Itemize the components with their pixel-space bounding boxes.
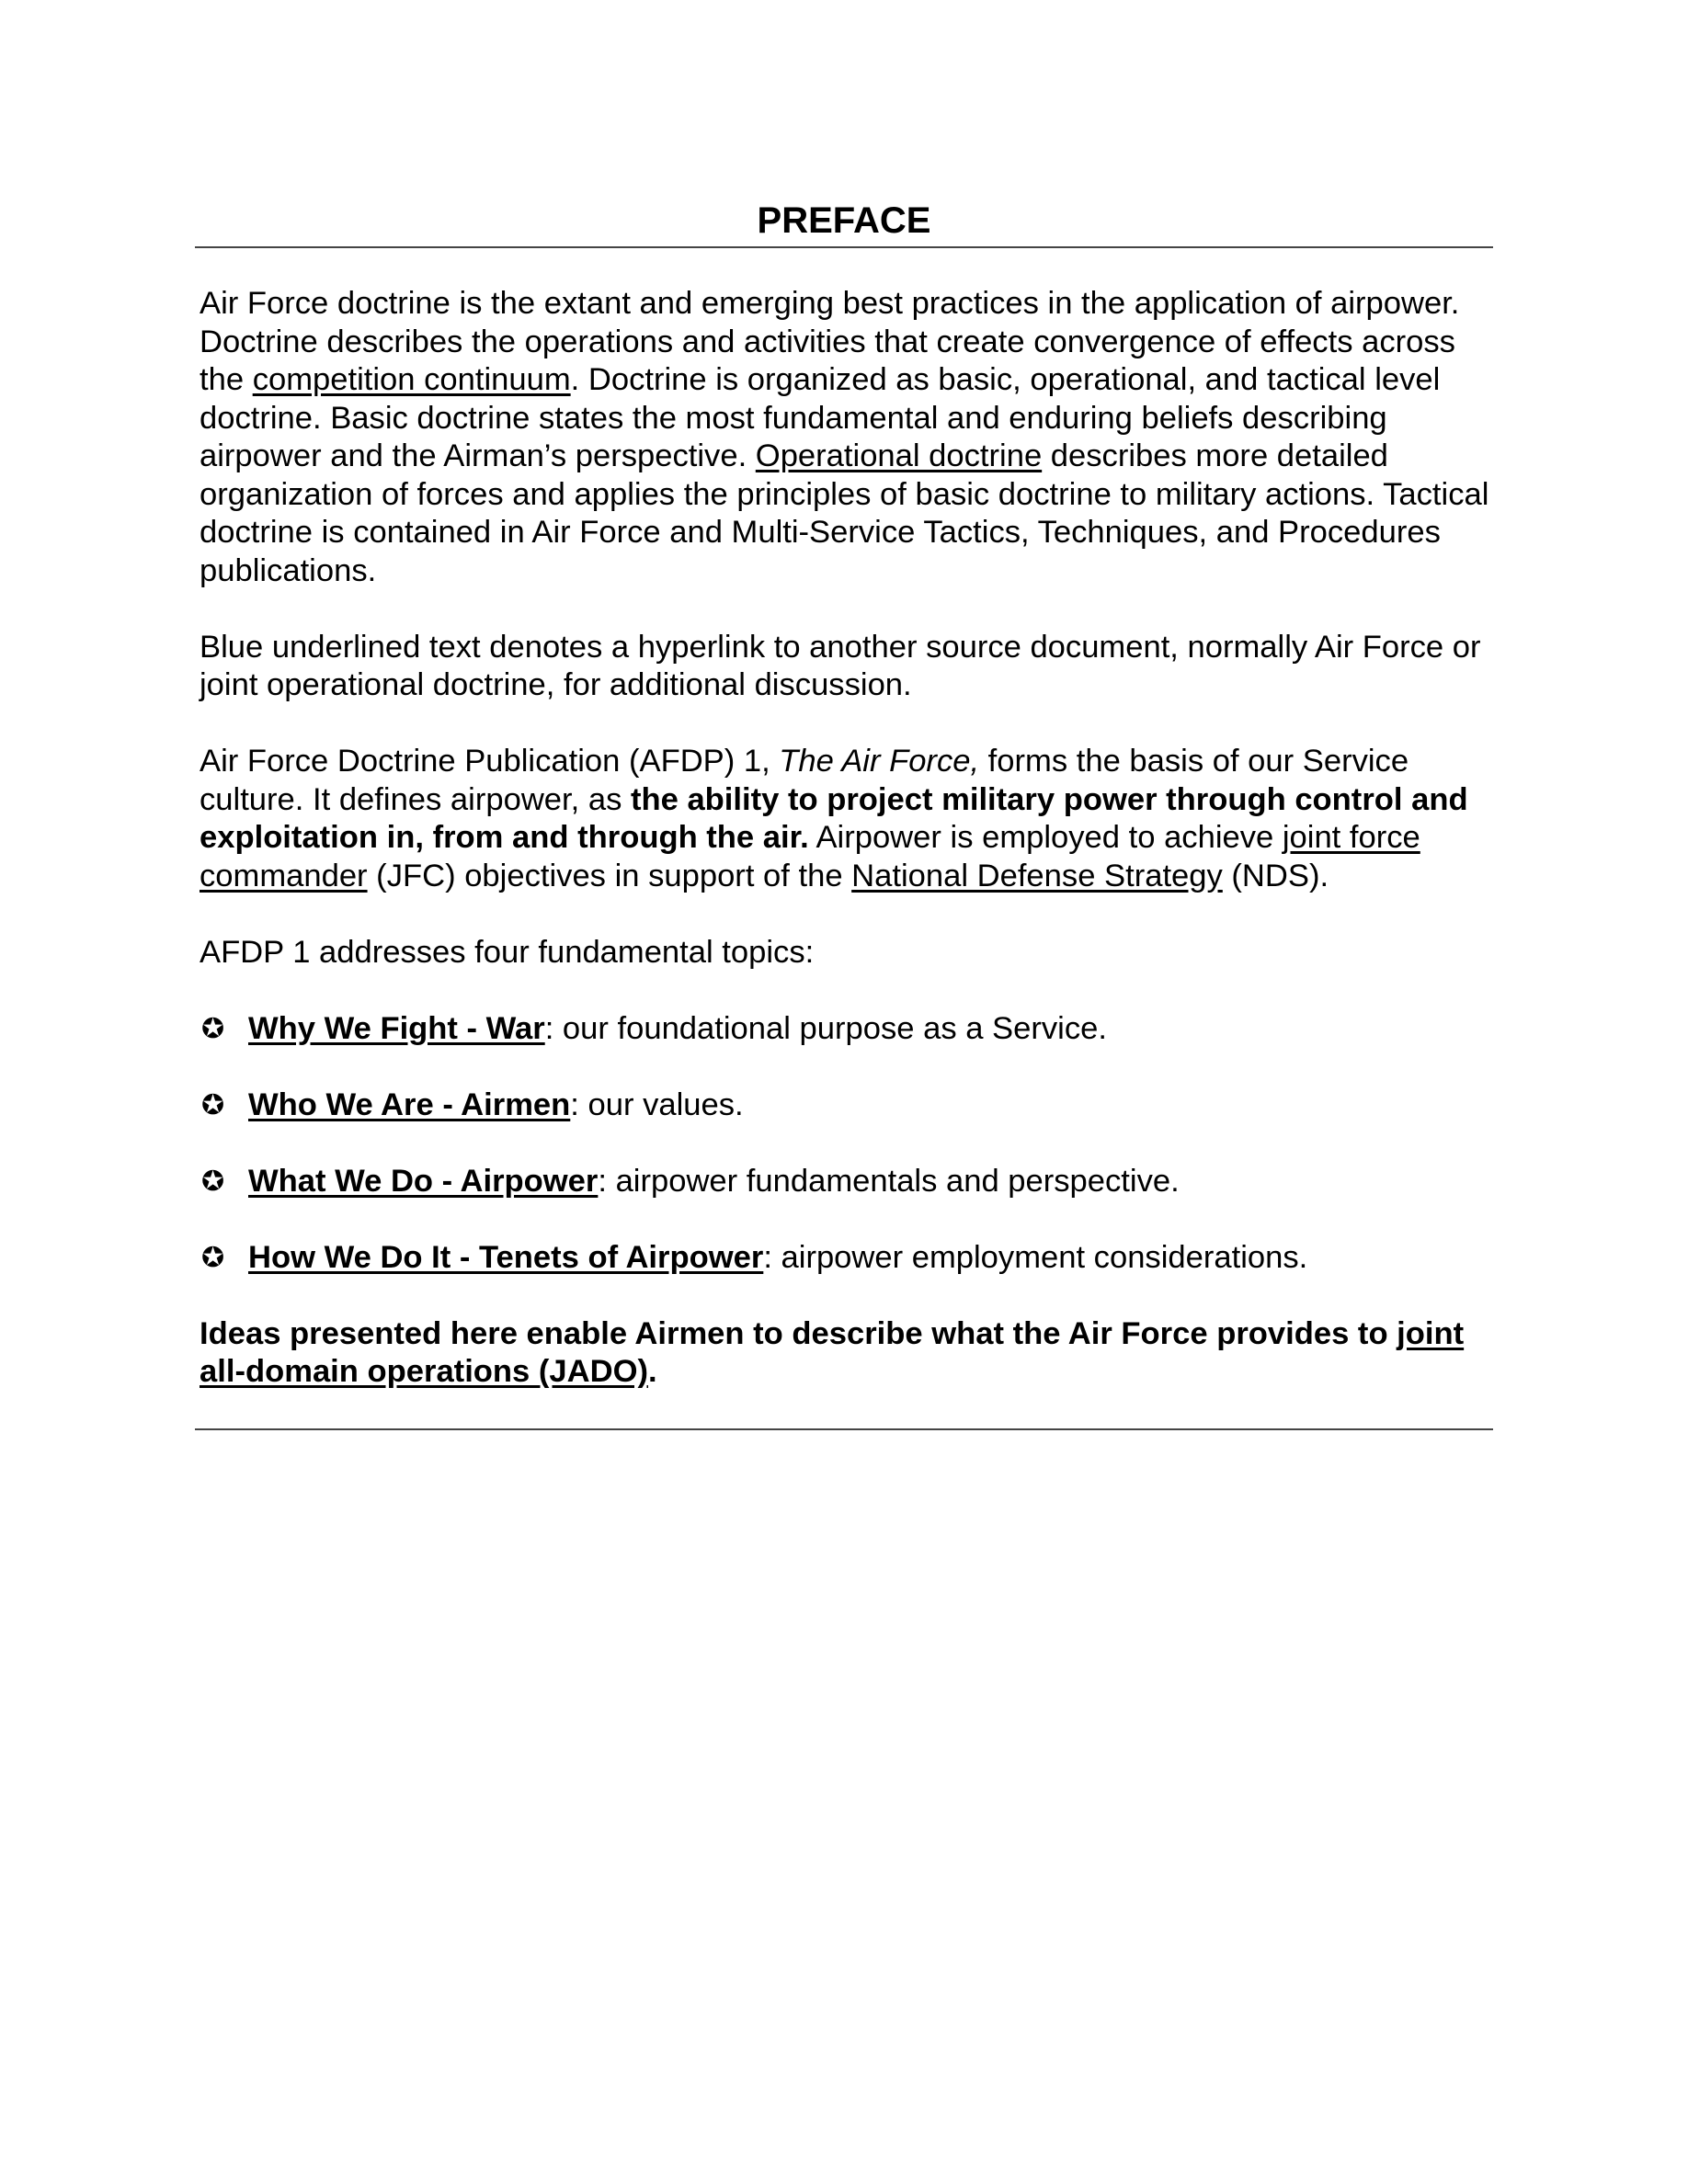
list-item bbox=[200, 1239, 1493, 1278]
top-rule bbox=[195, 246, 1493, 248]
star-bullet-icon: ✪ bbox=[201, 1012, 225, 1045]
list-item bbox=[200, 1086, 1493, 1125]
airpower-definition: the ability to project military power through control and exploitation in, from and through the air. bbox=[200, 781, 1468, 855]
list-item bbox=[200, 1163, 1493, 1201]
jado-link[interactable]: joint all-domain operations (JADO) bbox=[200, 1315, 1465, 1389]
paragraph-text: describes more detailed organization of forces and applies the principles of basic doctrine to military actions. Tactical doctrine is contained in Air Force and Multi-Service Tactics, Techniques, and Procedures publications. bbox=[200, 438, 1489, 588]
paragraph-text: Air Force doctrine is the extant and emerging best practices in the application of airpower. Doctrine describes the operations and activities that create convergence of effects across the bbox=[200, 286, 1460, 397]
paragraph-text: (JFC) objectives in support of the bbox=[367, 858, 852, 893]
topic-description: : airpower fundamentals and perspective. bbox=[598, 1163, 1180, 1199]
paragraph-doctrine-overview bbox=[200, 285, 1493, 590]
paragraph-hyperlink-note: Blue underlined text denotes a hyperlink to another source document, normally Air Force or joint operational doctrine, for additional discussion. bbox=[200, 629, 1481, 702]
publication-title: The Air Force, bbox=[779, 744, 980, 779]
topics-list bbox=[200, 1010, 1493, 1278]
topic-link-why-we-fight[interactable]: Why We Fight - War bbox=[248, 1010, 545, 1046]
paragraph-closing bbox=[200, 1315, 1493, 1392]
paragraph-topics-intro: AFDP 1 addresses four fundamental topics: bbox=[200, 934, 815, 970]
page-title: PREFACE bbox=[757, 200, 931, 241]
document-body bbox=[200, 285, 1493, 1429]
joint-force-commander-link[interactable]: joint force commander bbox=[200, 820, 1420, 893]
paragraph-text: Air Force Doctrine Publication (AFDP) 1, bbox=[200, 744, 780, 779]
paragraph-afdp1 bbox=[200, 743, 1493, 895]
star-bullet-icon: ✪ bbox=[201, 1088, 225, 1121]
topic-link-who-we-are[interactable]: Who We Are - Airmen bbox=[248, 1086, 571, 1122]
topic-description: : airpower employment considerations. bbox=[763, 1239, 1308, 1275]
topic-description: : our values. bbox=[570, 1086, 744, 1122]
national-defense-strategy-link[interactable]: National Defense Strategy bbox=[851, 858, 1223, 893]
competition-continuum-link[interactable]: competition continuum bbox=[252, 362, 571, 397]
list-item bbox=[200, 1010, 1493, 1049]
paragraph-text: . bbox=[647, 1354, 657, 1389]
topic-description: : our foundational purpose as a Service. bbox=[544, 1010, 1107, 1046]
star-bullet-icon: ✪ bbox=[201, 1165, 225, 1198]
operational-doctrine-link[interactable]: Operational doctrine bbox=[755, 438, 1043, 473]
paragraph-text: Ideas presented here enable Airmen to describe what the Air Force provides to bbox=[200, 1315, 1397, 1351]
paragraph-text: forms the basis of our Service culture. It defines airpower, as bbox=[200, 744, 1409, 817]
paragraph-text: Airpower is employed to achieve bbox=[808, 820, 1283, 855]
bottom-rule bbox=[195, 1428, 1493, 1430]
paragraph-text: (NDS). bbox=[1222, 858, 1329, 893]
topic-link-how-we-do-it[interactable]: How We Do It - Tenets of Airpower bbox=[248, 1239, 764, 1275]
paragraph-text: . Doctrine is organized as basic, operational, and tactical level doctrine. Basic doctrine states the most fundamental and enduring beliefs describing airpower and the Airman’s perspective. bbox=[200, 362, 1441, 473]
topic-link-what-we-do[interactable]: What We Do - Airpower bbox=[248, 1163, 599, 1199]
star-bullet-icon: ✪ bbox=[201, 1241, 225, 1274]
